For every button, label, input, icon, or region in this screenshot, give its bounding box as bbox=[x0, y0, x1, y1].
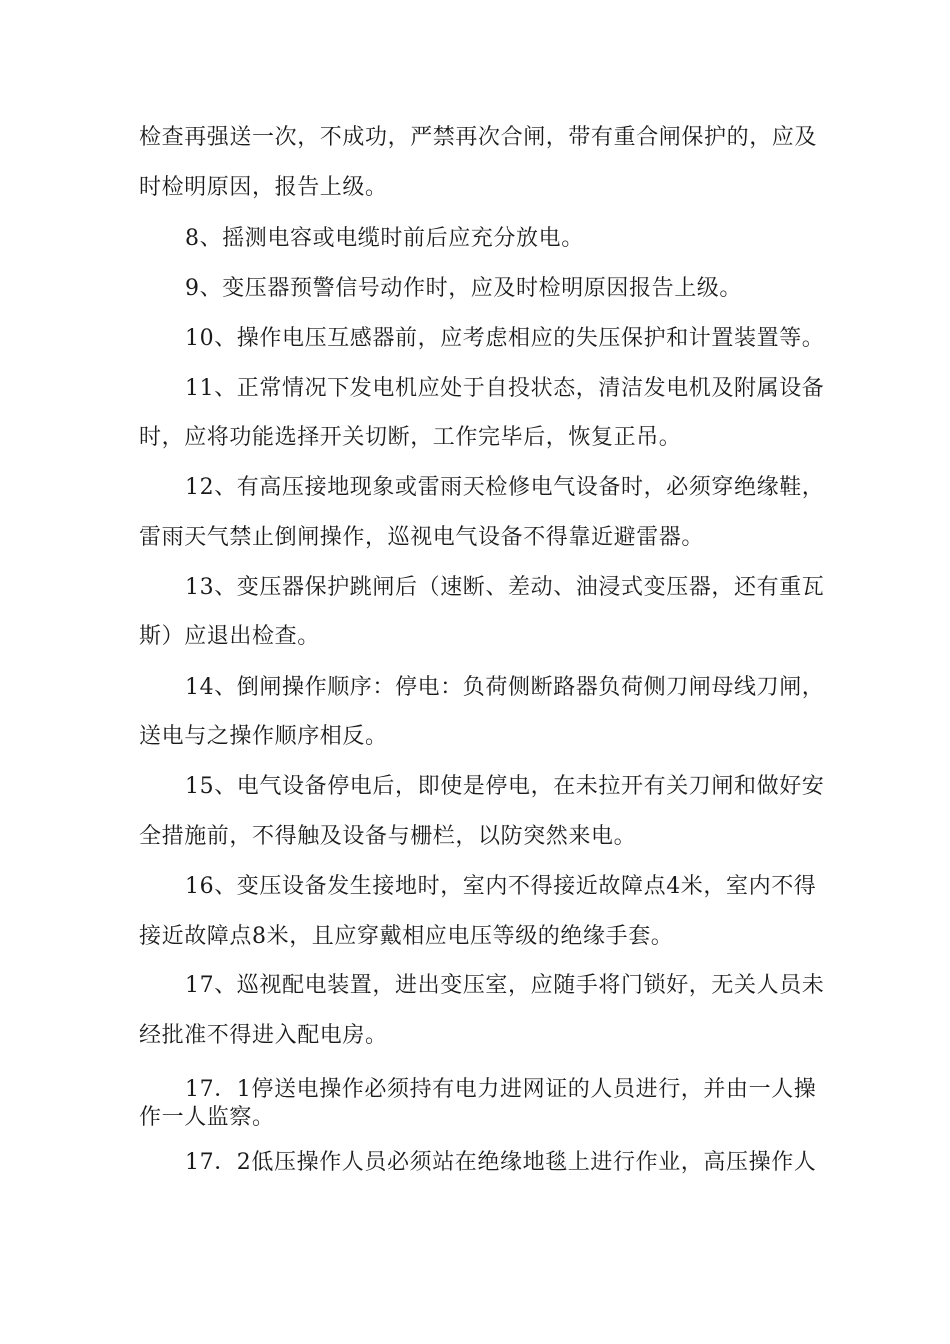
text-line: 作一人监察。 bbox=[139, 1105, 275, 1130]
text-line: 13、变压器保护跳闸后（速断、差动、油浸式变压器，还有重瓦 bbox=[185, 575, 825, 600]
text-line: 时，应将功能选择开关切断，工作完毕后，恢复正吊。 bbox=[139, 425, 682, 450]
text-line: 经批准不得进入配电房。 bbox=[139, 1023, 388, 1048]
text-line: 雷雨天气禁止倒闸操作，巡视电气设备不得靠近避雷器。 bbox=[139, 525, 705, 550]
text-line: 送电与之操作顺序相反。 bbox=[139, 724, 388, 749]
text-line: 11、正常情况下发电机应处于自投状态，清洁发电机及附属设备 bbox=[185, 376, 825, 401]
text-line: 时检明原因，报告上级。 bbox=[139, 175, 388, 200]
text-line: 8、摇测电容或电缆时前后应充分放电。 bbox=[185, 226, 584, 251]
text-line: 15、电气设备停电后，即使是停电，在未拉开有关刀闸和做好安 bbox=[185, 774, 825, 799]
text-line: 检查再强送一次，不成功，严禁再次合闸，带有重合闸保护的，应及 bbox=[139, 125, 818, 150]
text-line: 接近故障点8米，且应穿戴相应电压等级的绝缘手套。 bbox=[139, 924, 674, 949]
text-line: 16、变压设备发生接地时，室内不得接近故障点4米，室内不得 bbox=[185, 874, 817, 899]
text-line: 12、有高压接地现象或雷雨天检修电气设备时，必须穿绝缘鞋， bbox=[185, 475, 825, 500]
text-line: 17．2低压操作人员必须站在绝缘地毯上进行作业，高压操作人 bbox=[185, 1150, 817, 1175]
text-line: 9、变压器预警信号动作时，应及时检明原因报告上级。 bbox=[185, 276, 742, 301]
text-line: 斯）应退出检查。 bbox=[139, 624, 320, 649]
text-line: 全措施前，不得触及设备与栅栏，以防突然来电。 bbox=[139, 824, 637, 849]
text-line: 17、巡视配电装置，进出变压室，应随手将门锁好，无关人员未 bbox=[185, 973, 825, 998]
text-line: 10、操作电压互感器前，应考虑相应的失压保护和计置装置等。 bbox=[185, 326, 825, 351]
text-line: 17．1停送电操作必须持有电力进网证的人员进行，并由一人操 bbox=[185, 1077, 817, 1102]
text-line: 14、倒闸操作顺序：停电：负荷侧断路器负荷侧刀闸母线刀闸， bbox=[185, 675, 825, 700]
